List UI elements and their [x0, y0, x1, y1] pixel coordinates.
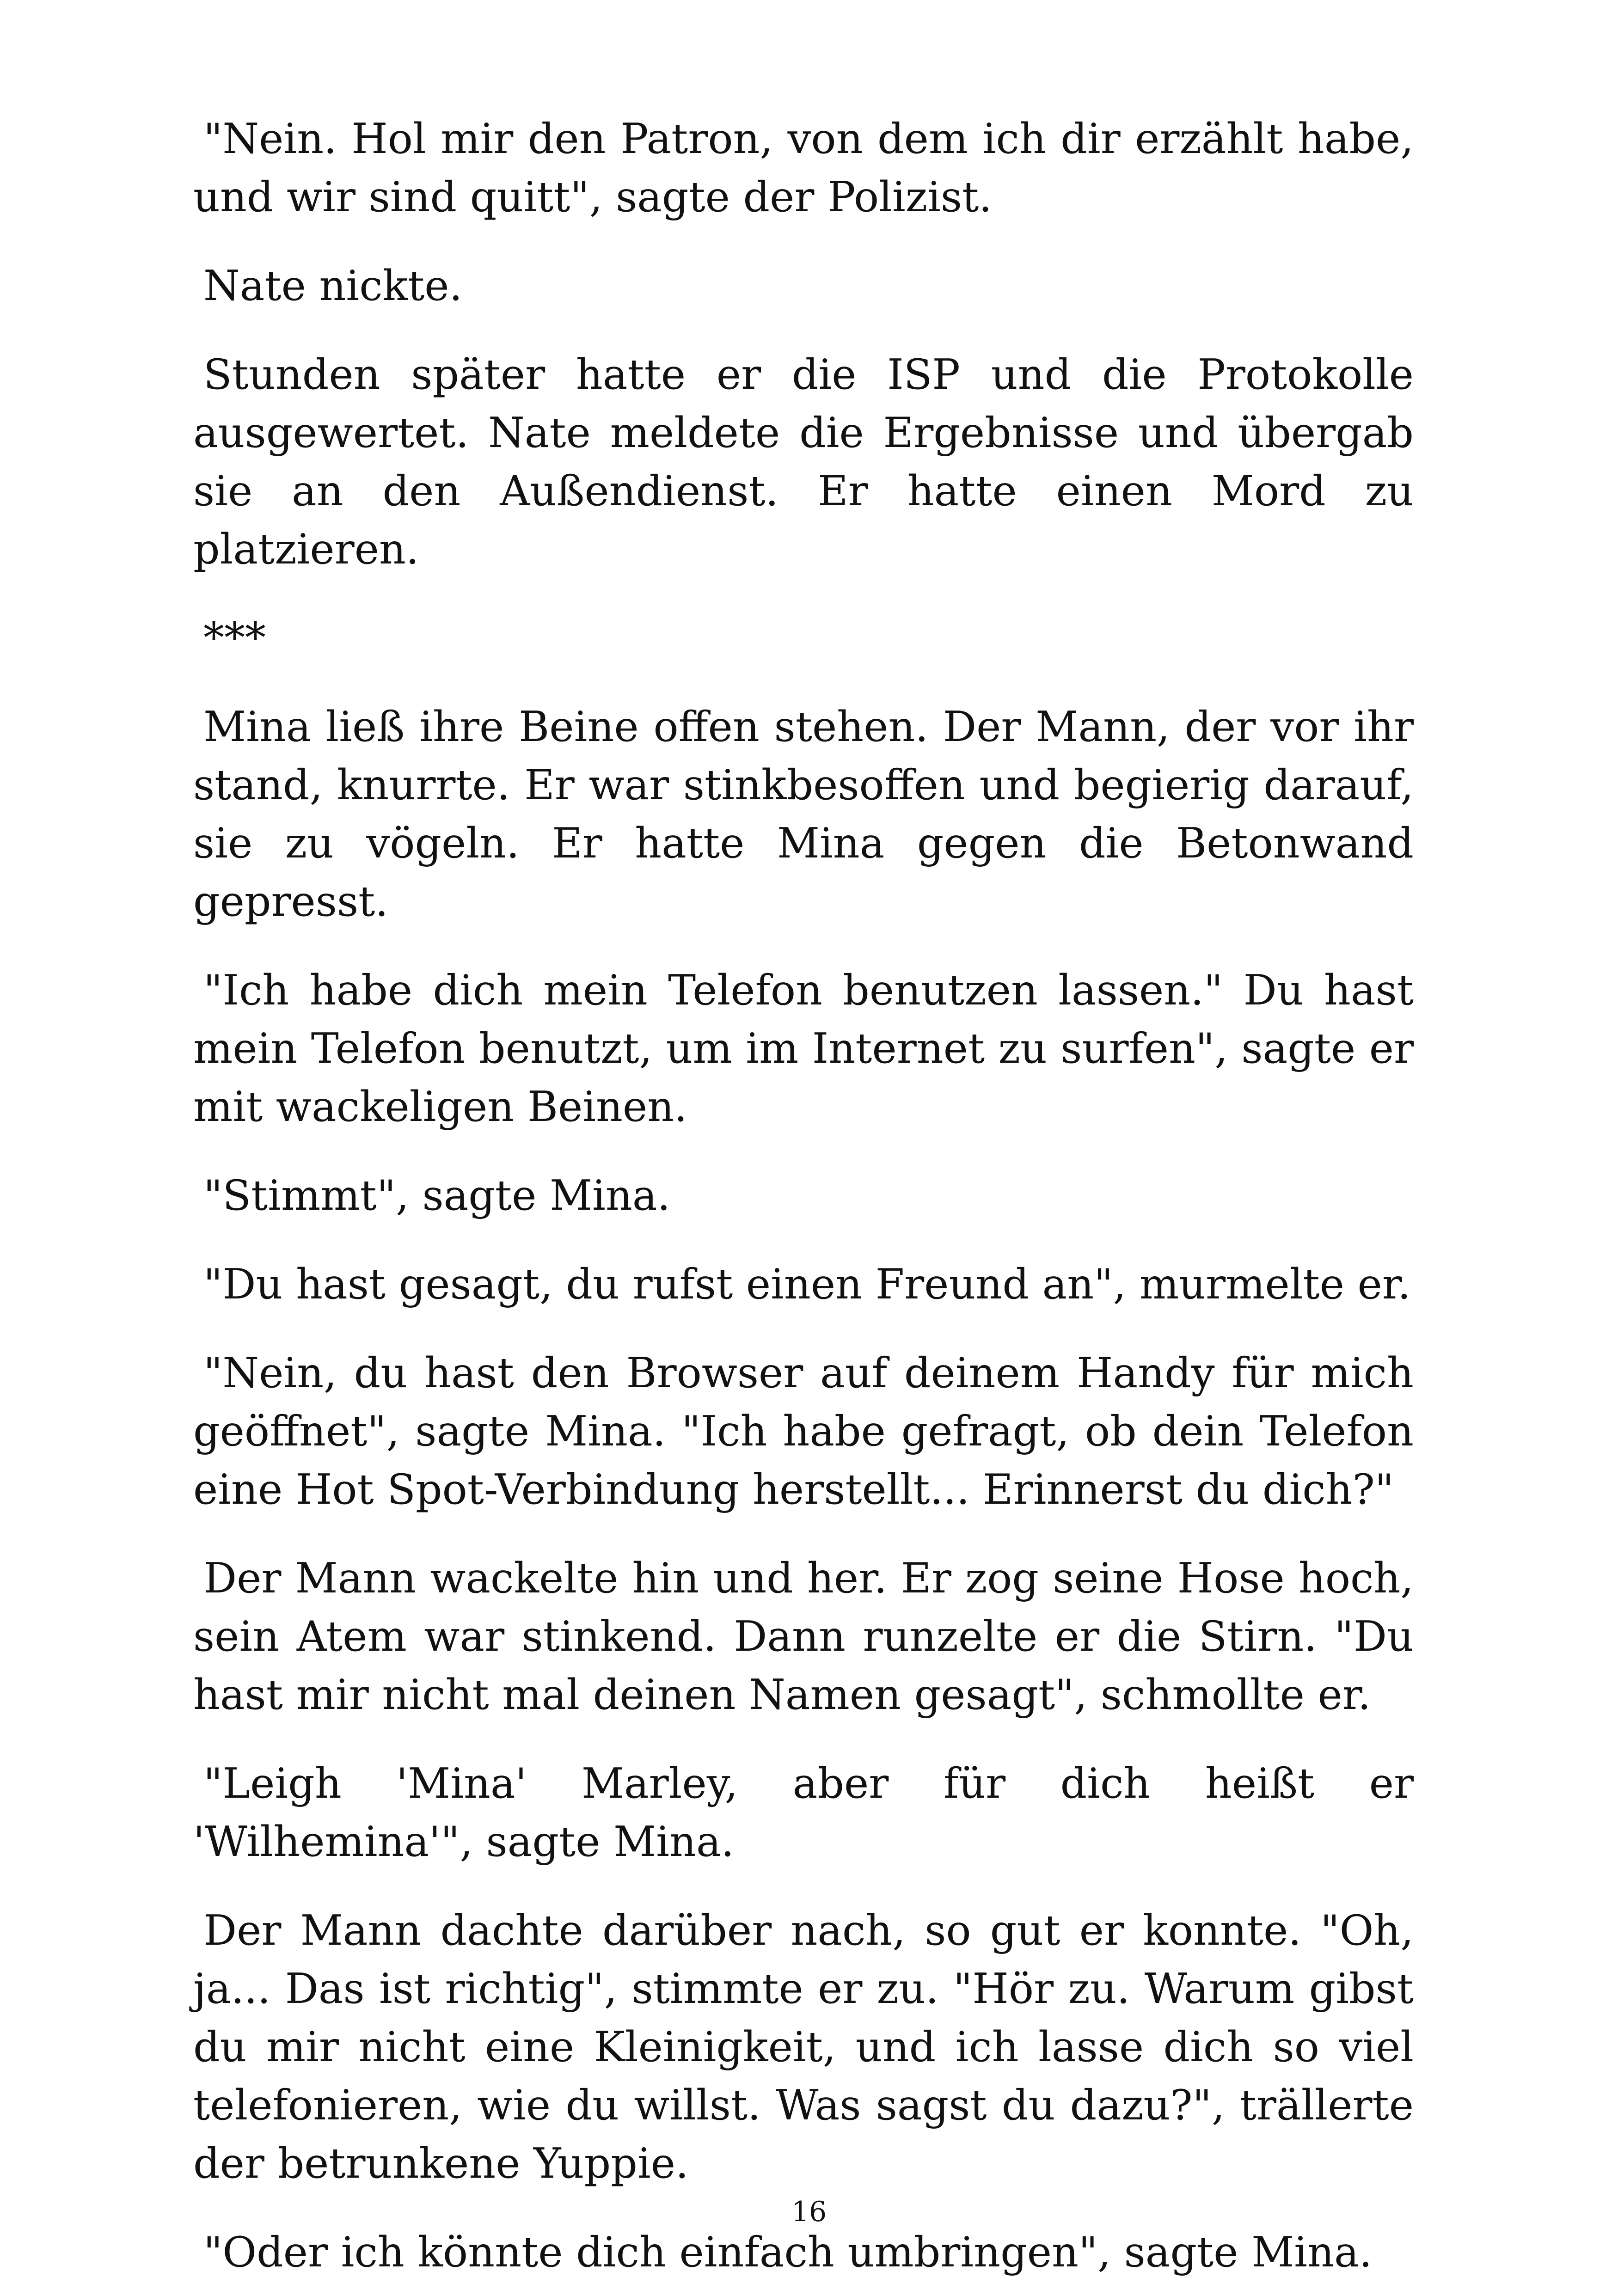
body-text — [193, 110, 1414, 2282]
paragraph: Der Mann wackelte hin und her. Er zog seine Hose hoch, sein Atem war stinkend. Dann runzelte er die Stirn. "Du hast mir nicht mal deinen Namen gesagt", schmollte er. — [193, 1554, 1414, 1719]
paragraph: Mina ließ ihre Beine offen stehen. Der Mann, der vor ihr stand, knurrte. Er war stinkbesoffen und begierig darauf, sie zu vögeln. Er hatte Mina gegen die Betonwand gepresst. — [193, 703, 1414, 926]
page-number: 16 — [791, 2196, 827, 2228]
paragraph: "Oder ich könnte dich einfach umbringen", sagte Mina. — [203, 2228, 1373, 2277]
paragraph: "Ich habe dich mein Telefon benutzen lassen." Du hast mein Telefon benutzt, um im Internet zu surfen", sagte er mit wackeligen Beinen. — [193, 966, 1414, 1131]
paragraph: "Stimmt", sagte Mina. — [203, 1171, 671, 1220]
scene-break: *** — [203, 614, 266, 662]
paragraph: Nate nickte. — [203, 262, 463, 310]
paragraph: "Leigh 'Mina' Marley, aber für dich heißt er 'Wilhemina'", sagte Mina. — [193, 1759, 1414, 1866]
paragraph: "Nein, du hast den Browser auf deinem Handy für mich geöffnet", sagte Mina. "Ich habe gefragt, ob dein Telefon eine Hot Spot-Verbindung herstellt... Erinnerst du dich?" — [193, 1349, 1414, 1514]
paragraph: "Nein. Hol mir den Patron, von dem ich dir erzählt habe, und wir sind quitt", sagte der Polizist. — [193, 115, 1414, 221]
paragraph: Stunden später hatte er die ISP und die Protokolle ausgewertet. Nate meldete die Ergebnisse und übergab sie an den Außendienst. Er hatte einen Mord zu platzieren. — [193, 350, 1414, 574]
paragraph: "Du hast gesagt, du rufst einen Freund an", murmelte er. — [203, 1260, 1411, 1309]
paragraph: Der Mann dachte darüber nach, so gut er konnte. "Oh, ja... Das ist richtig", stimmte er zu. "Hör zu. Warum gibst du mir nicht eine Kleinigkeit, und ich lasse dich so viel telefonieren, wie du willst. Was sagst du dazu?", trällerte der betrunkene Yuppie. — [193, 1906, 1414, 2188]
